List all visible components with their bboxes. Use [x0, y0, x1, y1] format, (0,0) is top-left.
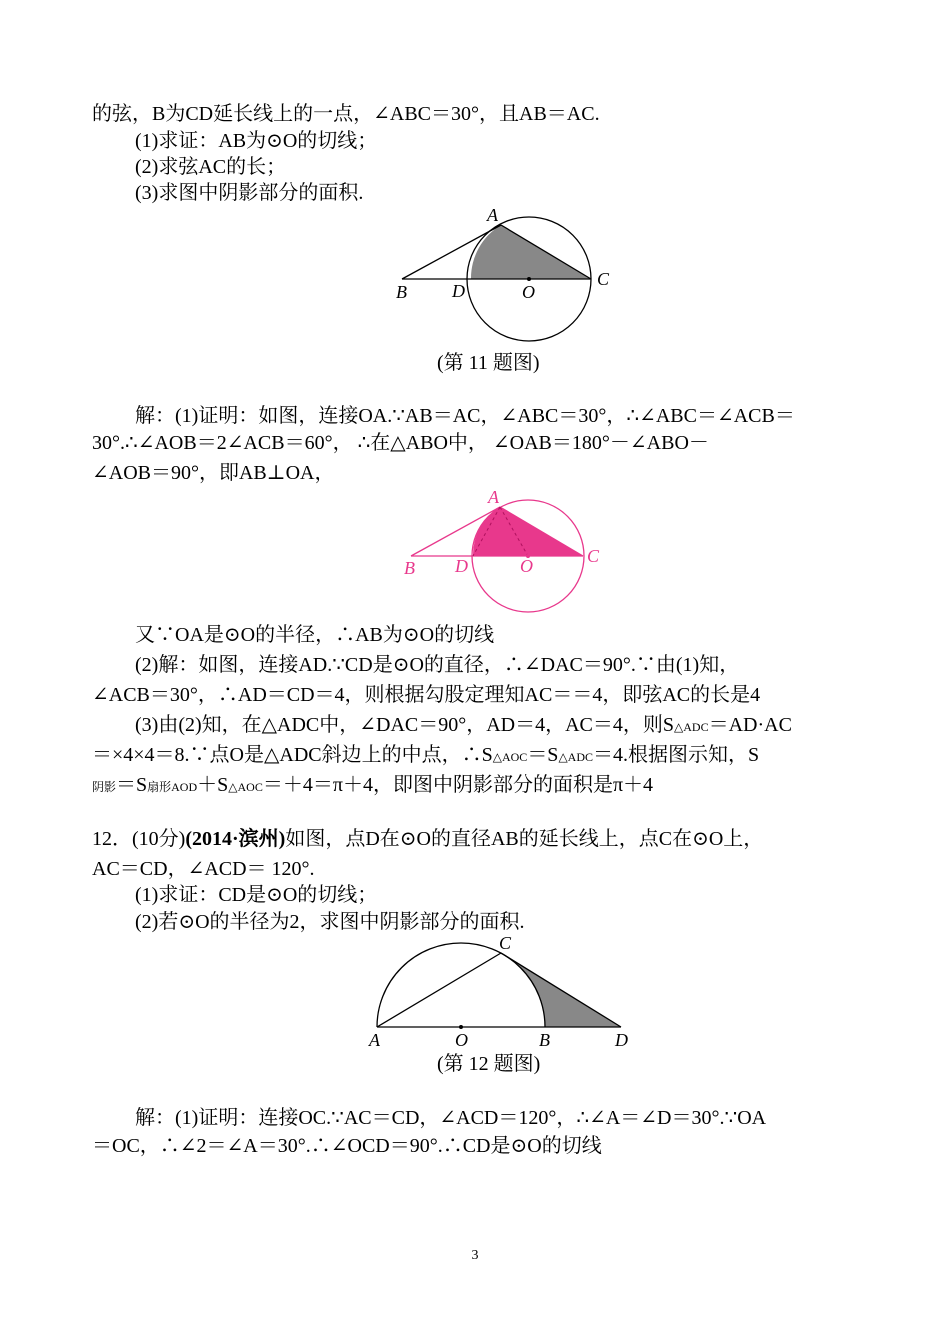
fig11-shaded-region: [471, 225, 591, 279]
fig11-label-B: B: [396, 282, 407, 302]
page-number: 3: [471, 1248, 479, 1263]
fig11s-label-A: A: [488, 488, 499, 507]
fig11s-label-O: O: [520, 556, 533, 576]
fig12-label-O: O: [455, 1030, 468, 1050]
fig12-semicircle: [377, 943, 545, 1027]
problem11-solution1-line2: 30°.∴∠AOB＝2∠ACB＝60°， ∴在△ABO中， ∠OAB＝180°－∠ABO－: [92, 432, 709, 454]
fig11-label-D: D: [452, 281, 465, 301]
fig11-label-C: C: [597, 269, 610, 289]
problem11-solution3-line2: ＝×4×4＝8.∵点O是△ADC斜边上的中点，∴S△AOC＝S△ADC＝4.根据图示知，S: [92, 744, 760, 766]
fig11s-label-B: B: [404, 558, 415, 578]
problem11-solution3-line1: (3)由(2)知，在△ADC中，∠DAC＝90°，AD＝4，AC＝4，则S△ADC＝AD·AC: [135, 714, 792, 736]
fig12-line-AC: [377, 953, 501, 1027]
figure-11-caption: (第 11 题图): [437, 352, 540, 374]
problem11-solution2-line2: ∠ACB＝30°，∴AD＝CD＝4，则根据勾股定理知AC＝＝4，即弦AC的长是4: [92, 684, 761, 706]
problem12-solution-line1: 解：(1)证明：连接OC.∵AC＝CD，∠ACD＝120°，∴∠A＝∠D＝30°.∵OA: [135, 1107, 767, 1129]
fig12-label-D: D: [615, 1030, 628, 1050]
fig11-label-A: A: [487, 205, 498, 225]
problem12-question2: (2)若⊙O的半径为2，求图中阴影部分的面积.: [135, 911, 525, 933]
problem11-question3: (3)求图中阴影部分的面积.: [135, 182, 364, 204]
problem12-question1: (1)求证：CD是⊙O的切线；: [135, 884, 378, 906]
problem11-solution1-line4: 又∵OA是⊙O的半径，∴AB为⊙O的切线: [135, 624, 495, 646]
figure-12-caption: (第 12 题图): [437, 1053, 541, 1075]
problem11-intro: 的弦，B为CD延长线上的一点，∠ABC＝30°，且AB＝AC.: [92, 103, 600, 125]
fig12-label-C: C: [499, 935, 512, 953]
figure-11: [390, 200, 620, 345]
problem11-solution1-line1: 解：(1)证明：如图，连接OA.∵AB＝AC，∠ABC＝30°，∴∠ABC＝∠ACB＝: [135, 405, 795, 427]
figure-12: [360, 935, 640, 1055]
fig11s-shaded-region: [473, 507, 583, 556]
problem12-line2: AC＝CD，∠ACD＝ 120°.: [92, 858, 315, 880]
problem11-solution1-line3: ∠AOB＝90°，即AB⊥OA，: [92, 462, 335, 484]
problem11-solution3-line3: 阴影＝S扇形AOD＋S△AOC＝＋4＝π＋4，即图中阴影部分的面积是π＋4: [92, 774, 654, 796]
problem12-solution-line2: ＝OC，∴∠2＝∠A＝30°.∴∠OCD＝90°.∴CD是⊙O的切线: [92, 1135, 602, 1157]
fig11s-label-D: D: [455, 556, 468, 576]
fig12-label-B: B: [539, 1030, 550, 1050]
problem11-question2: (2)求弦AC的长；: [135, 156, 287, 178]
fig11-label-O: O: [522, 282, 535, 302]
problem11-question1: (1)求证：AB为⊙O的切线；: [135, 130, 378, 152]
figure-11-solution: [398, 488, 608, 618]
fig11s-label-C: C: [587, 546, 600, 566]
problem11-solution2-line1: (2)解：如图，连接AD.∵CD是⊙O的直径，∴∠DAC＝90°.∵由(1)知，: [135, 654, 740, 676]
fig11-center-dot: [527, 277, 531, 281]
fig12-center-dot: [459, 1025, 463, 1029]
fig12-label-A: A: [369, 1030, 380, 1050]
problem12-header: 12．(10分)(2014·滨州)如图，点D在⊙O的直径AB的延长线上，点C在⊙O上，: [92, 828, 764, 850]
